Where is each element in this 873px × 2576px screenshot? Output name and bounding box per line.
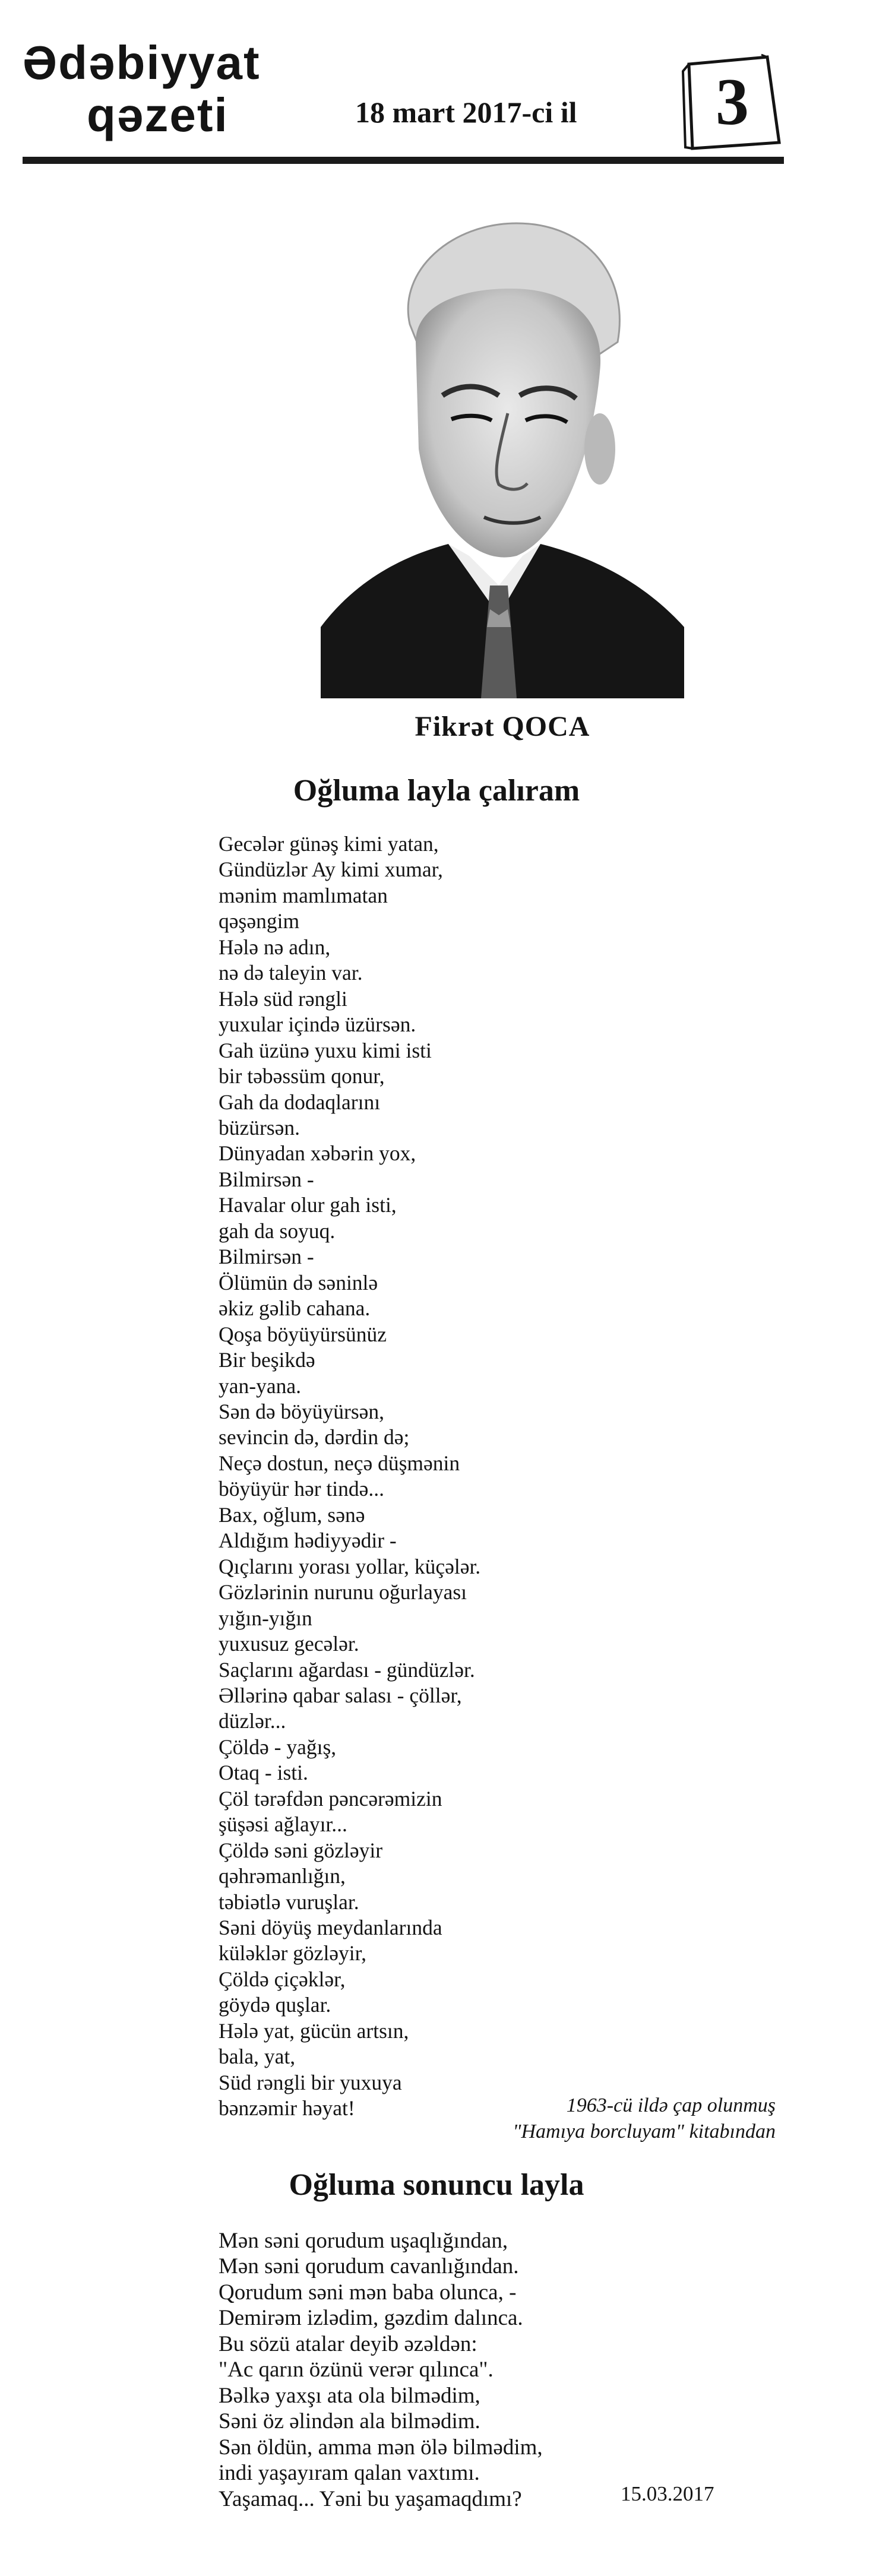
poem2-body bbox=[219, 2228, 777, 2512]
poem-line: böyüyür hər tində... bbox=[219, 1477, 385, 1501]
poem-line: Mən səni qorudum uşaqlığından, bbox=[219, 2229, 508, 2253]
poem-line: Gündüzlər Ay kimi xumar, bbox=[219, 857, 443, 882]
newspaper-title bbox=[23, 37, 261, 141]
poem-line: nə də taleyin var. bbox=[219, 961, 363, 985]
poem-line: gah da soyuq. bbox=[219, 1219, 336, 1243]
poem-line: Bilmirsən - bbox=[219, 1167, 314, 1191]
poem-line: Aldığım hədiyyədir - bbox=[219, 1528, 397, 1553]
poem-line: Dünyadan xəbərin yox, bbox=[219, 1141, 416, 1166]
poem1-source bbox=[513, 2093, 776, 2145]
poem-line: Gah üzünə yuxu kimi isti bbox=[219, 1038, 432, 1062]
poem-line: göydə quşlar. bbox=[219, 1993, 331, 2017]
poem-line: Mən səni qorudum cavanlığından. bbox=[219, 2254, 519, 2279]
poem-line: Hələ süd rəngli bbox=[219, 986, 347, 1011]
poem-line: Yaşamaq... Yəni bu yaşamaqdımı? bbox=[219, 2486, 522, 2511]
poem-line: qəhrəmanlığın, bbox=[219, 1864, 346, 1888]
poem-line: Bəlkə yaxşı ata ola bilmədim, bbox=[219, 2383, 480, 2408]
poem1-source-line2: "Hamıya borcluyam" kitabından bbox=[513, 2121, 776, 2143]
poem-line: Neçə dostun, neçə düşmənin bbox=[219, 1451, 460, 1475]
poem-line: Ölümün də səninlə bbox=[219, 1270, 378, 1295]
poem-line: Bax, oğlum, sənə bbox=[219, 1502, 365, 1527]
poem-line: Gecələr günəş kimi yatan, bbox=[219, 832, 439, 856]
poem-line: yuxular içində üzürsən. bbox=[219, 1012, 416, 1037]
poem-line: Havalar olur gah isti, bbox=[219, 1193, 397, 1217]
poem-line: düzlər... bbox=[219, 1709, 286, 1733]
poem-line: Demirəm izlədim, gəzdim dalınca. bbox=[219, 2306, 523, 2331]
issue-date: 18 mart 2017-ci il bbox=[355, 96, 577, 129]
newspaper-title-line1: Ədəbiyyat bbox=[23, 36, 261, 89]
poem-line: yan-yana. bbox=[219, 1374, 301, 1398]
poem-line: Saçlarını ağardası - gündüzlər. bbox=[219, 1657, 475, 1682]
masthead-rule bbox=[23, 157, 784, 164]
poem1-title: Oğluma layla çalıram bbox=[293, 774, 580, 808]
poem-line: büzürsən. bbox=[219, 1115, 301, 1140]
poem-line: küləklər gözləyir, bbox=[219, 1941, 366, 1966]
poem-line: Otaq - isti. bbox=[219, 1761, 308, 1785]
poem-line: Çöldə çiçəklər, bbox=[219, 1967, 346, 1991]
poem-line: Bir beşikdə bbox=[219, 1348, 315, 1372]
poem-line: bir təbəssüm qonur, bbox=[219, 1064, 385, 1088]
poem-line: Qorudum səni mən baba olunca, - bbox=[219, 2280, 517, 2305]
poem-line: sevincin də, dərdin də; bbox=[219, 1425, 410, 1450]
poem-line: təbiətlə vuruşlar. bbox=[219, 1890, 359, 1914]
poem-line: yuxusuz gecələr. bbox=[219, 1632, 359, 1656]
poem-line: Çöldə səni gözləyir bbox=[219, 1838, 383, 1862]
poem2-title: Oğluma sonuncu layla bbox=[289, 2168, 584, 2202]
poem-line: şüşəsi ağlayır... bbox=[219, 1812, 347, 1837]
author-name: Fikrət QOCA bbox=[415, 711, 590, 742]
poem-line: bənzəmir həyat! bbox=[219, 2096, 355, 2121]
poem-line: Çöl tərəfdən pəncərəmizin bbox=[219, 1786, 442, 1811]
poem-line: qəşəngim bbox=[219, 909, 300, 933]
poem1-source-line1: 1963-cü ildə çap olunmuş bbox=[566, 2094, 776, 2116]
poem-line: Sən öldün, amma mən ölə bilmədim, bbox=[219, 2435, 543, 2460]
page-number-box bbox=[678, 53, 783, 151]
poem-line: Qıçlarını yorası yollar, küçələr. bbox=[219, 1554, 481, 1578]
poem-line: Bu sözü atalar deyib əzəldən: bbox=[219, 2331, 477, 2356]
poem-line: Süd rəngli bir yuxuya bbox=[219, 2070, 402, 2094]
page-number: 3 bbox=[716, 65, 749, 139]
poem-line: Qoşa böyüyürsünüz bbox=[219, 1322, 387, 1346]
poem-line: Əllərinə qabar salası - çöllər, bbox=[219, 1683, 462, 1707]
poem-line: Gah da dodaqlarını bbox=[219, 1090, 381, 1114]
poem-line: Hələ yat, gücün artsın, bbox=[219, 2018, 409, 2043]
poem2-date: 15.03.2017 bbox=[621, 2482, 714, 2505]
poem-line: Səni öz əlindən ala bilmədim. bbox=[219, 2409, 480, 2434]
poem-line: Sən də böyüyürsən, bbox=[219, 1399, 385, 1423]
poem-line: yığın-yığın bbox=[219, 1606, 312, 1630]
poem-line: Gözlərinin nurunu oğurlayası bbox=[219, 1580, 467, 1605]
poem-line: bala, yat, bbox=[219, 2045, 296, 2069]
author-portrait-photo bbox=[321, 200, 684, 698]
poem1-body bbox=[219, 831, 777, 2122]
poem-line: "Ac qarın özünü verər qılınca". bbox=[219, 2357, 494, 2382]
poem-line: Səni döyüş meydanlarında bbox=[219, 1916, 442, 1940]
poem-line: Çöldə - yağış, bbox=[219, 1735, 337, 1759]
poem-line: mənim mamlımatan bbox=[219, 883, 388, 907]
poem-line: əkiz gəlib cahana. bbox=[219, 1296, 371, 1321]
poem-line: Bilmirsən - bbox=[219, 1245, 314, 1269]
poem-line: Hələ nə adın, bbox=[219, 935, 331, 959]
poem-line: indi yaşayıram qalan vaxtımı. bbox=[219, 2461, 480, 2486]
newspaper-title-line2: qəzeti bbox=[87, 88, 229, 141]
